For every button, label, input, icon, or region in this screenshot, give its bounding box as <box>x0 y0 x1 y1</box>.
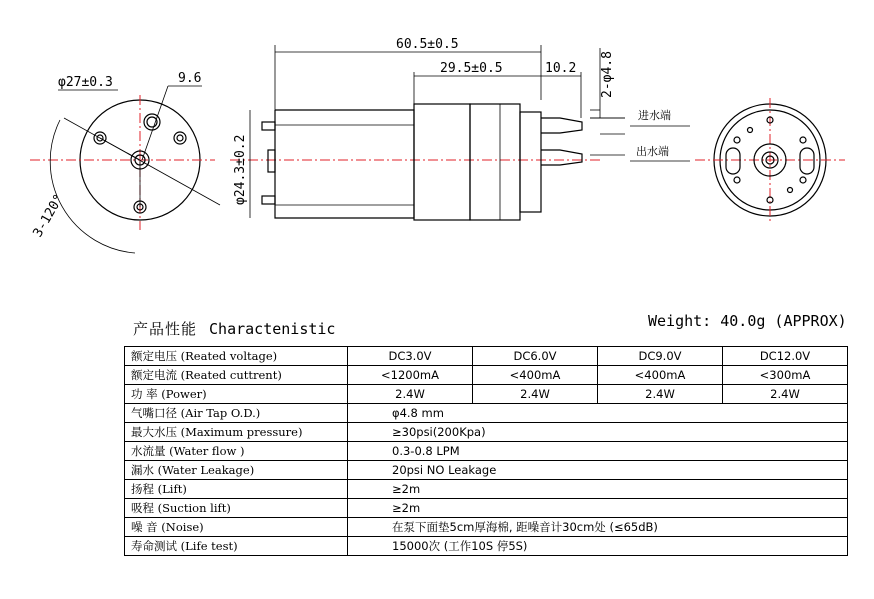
param-cell: 最大水压 (Maximum pressure) <box>125 423 348 442</box>
hole-offset-label: 9.6 <box>178 71 202 86</box>
param-cell: 水流量 (Water flow ) <box>125 442 348 461</box>
inlet-label: 进水端 <box>638 109 671 122</box>
table-row <box>125 347 848 366</box>
value-cell: 0.3-0.8 LPM <box>348 442 848 461</box>
flange-diameter-label: φ27±0.3 <box>58 75 113 90</box>
table-row <box>125 518 848 537</box>
head-length-label: 29.5±0.5 <box>440 61 503 76</box>
value-cell: <1200mA <box>348 366 473 385</box>
param-cell: 噪 音 (Noise) <box>125 518 348 537</box>
weight-label: Weight: 40.0g (APPROX) <box>648 312 847 330</box>
param-cell: 功 率 (Power) <box>125 385 348 404</box>
heading-en: Charactenistic <box>209 320 336 338</box>
value-cell: <400mA <box>598 366 723 385</box>
value-cell: DC3.0V <box>348 347 473 366</box>
param-cell: 吸程 (Suction lift) <box>125 499 348 518</box>
value-cell: <400mA <box>473 366 598 385</box>
table-row <box>125 423 848 442</box>
table-row <box>125 442 848 461</box>
table-row <box>125 499 848 518</box>
value-cell: DC9.0V <box>598 347 723 366</box>
section-heading <box>133 318 335 339</box>
total-length-label: 60.5±0.5 <box>396 37 459 52</box>
table-row <box>125 366 848 385</box>
param-cell: 漏水 (Water Leakage) <box>125 461 348 480</box>
value-cell: φ4.8 mm <box>348 404 848 423</box>
heading-cn: 产品性能 <box>133 320 198 338</box>
table-row <box>125 537 848 556</box>
value-cell: DC12.0V <box>723 347 848 366</box>
param-cell: 额定电压 (Reated voltage) <box>125 347 348 366</box>
value-cell: ≥2m <box>348 480 848 499</box>
table-row <box>125 461 848 480</box>
nozzle-length-label: 10.2 <box>545 61 577 76</box>
value-cell: 2.4W <box>473 385 598 404</box>
param-cell: 寿命测试 (Life test) <box>125 537 348 556</box>
value-cell: 15000次 (工作10S 停5S) <box>348 537 848 556</box>
value-cell: 20psi NO Leakage <box>348 461 848 480</box>
hole-angle-label: 3-120° <box>30 191 67 240</box>
param-cell: 额定电流 (Reated cuttrent) <box>125 366 348 385</box>
spec-table <box>124 346 848 556</box>
value-cell: 在泵下面垫5cm厚海棉, 距噪音计30cm处 (≤65dB) <box>348 518 848 537</box>
left-end-view <box>30 86 220 253</box>
body-diameter-label: φ24.3±0.2 <box>233 134 248 205</box>
param-cell: 气嘴口径 (Air Tap O.D.) <box>125 404 348 423</box>
value-cell: <300mA <box>723 366 848 385</box>
value-cell: DC6.0V <box>473 347 598 366</box>
value-cell: ≥2m <box>348 499 848 518</box>
nozzle-diameter-label: 2-φ4.8 <box>600 51 615 98</box>
value-cell: 2.4W <box>598 385 723 404</box>
table-row <box>125 480 848 499</box>
table-row <box>125 385 848 404</box>
right-end-view <box>695 98 845 222</box>
outlet-label: 出水端 <box>636 145 669 158</box>
value-cell: 2.4W <box>723 385 848 404</box>
value-cell: 2.4W <box>348 385 473 404</box>
value-cell: ≥30psi(200Kpa) <box>348 423 848 442</box>
table-row <box>125 404 848 423</box>
param-cell: 扬程 (Lift) <box>125 480 348 499</box>
